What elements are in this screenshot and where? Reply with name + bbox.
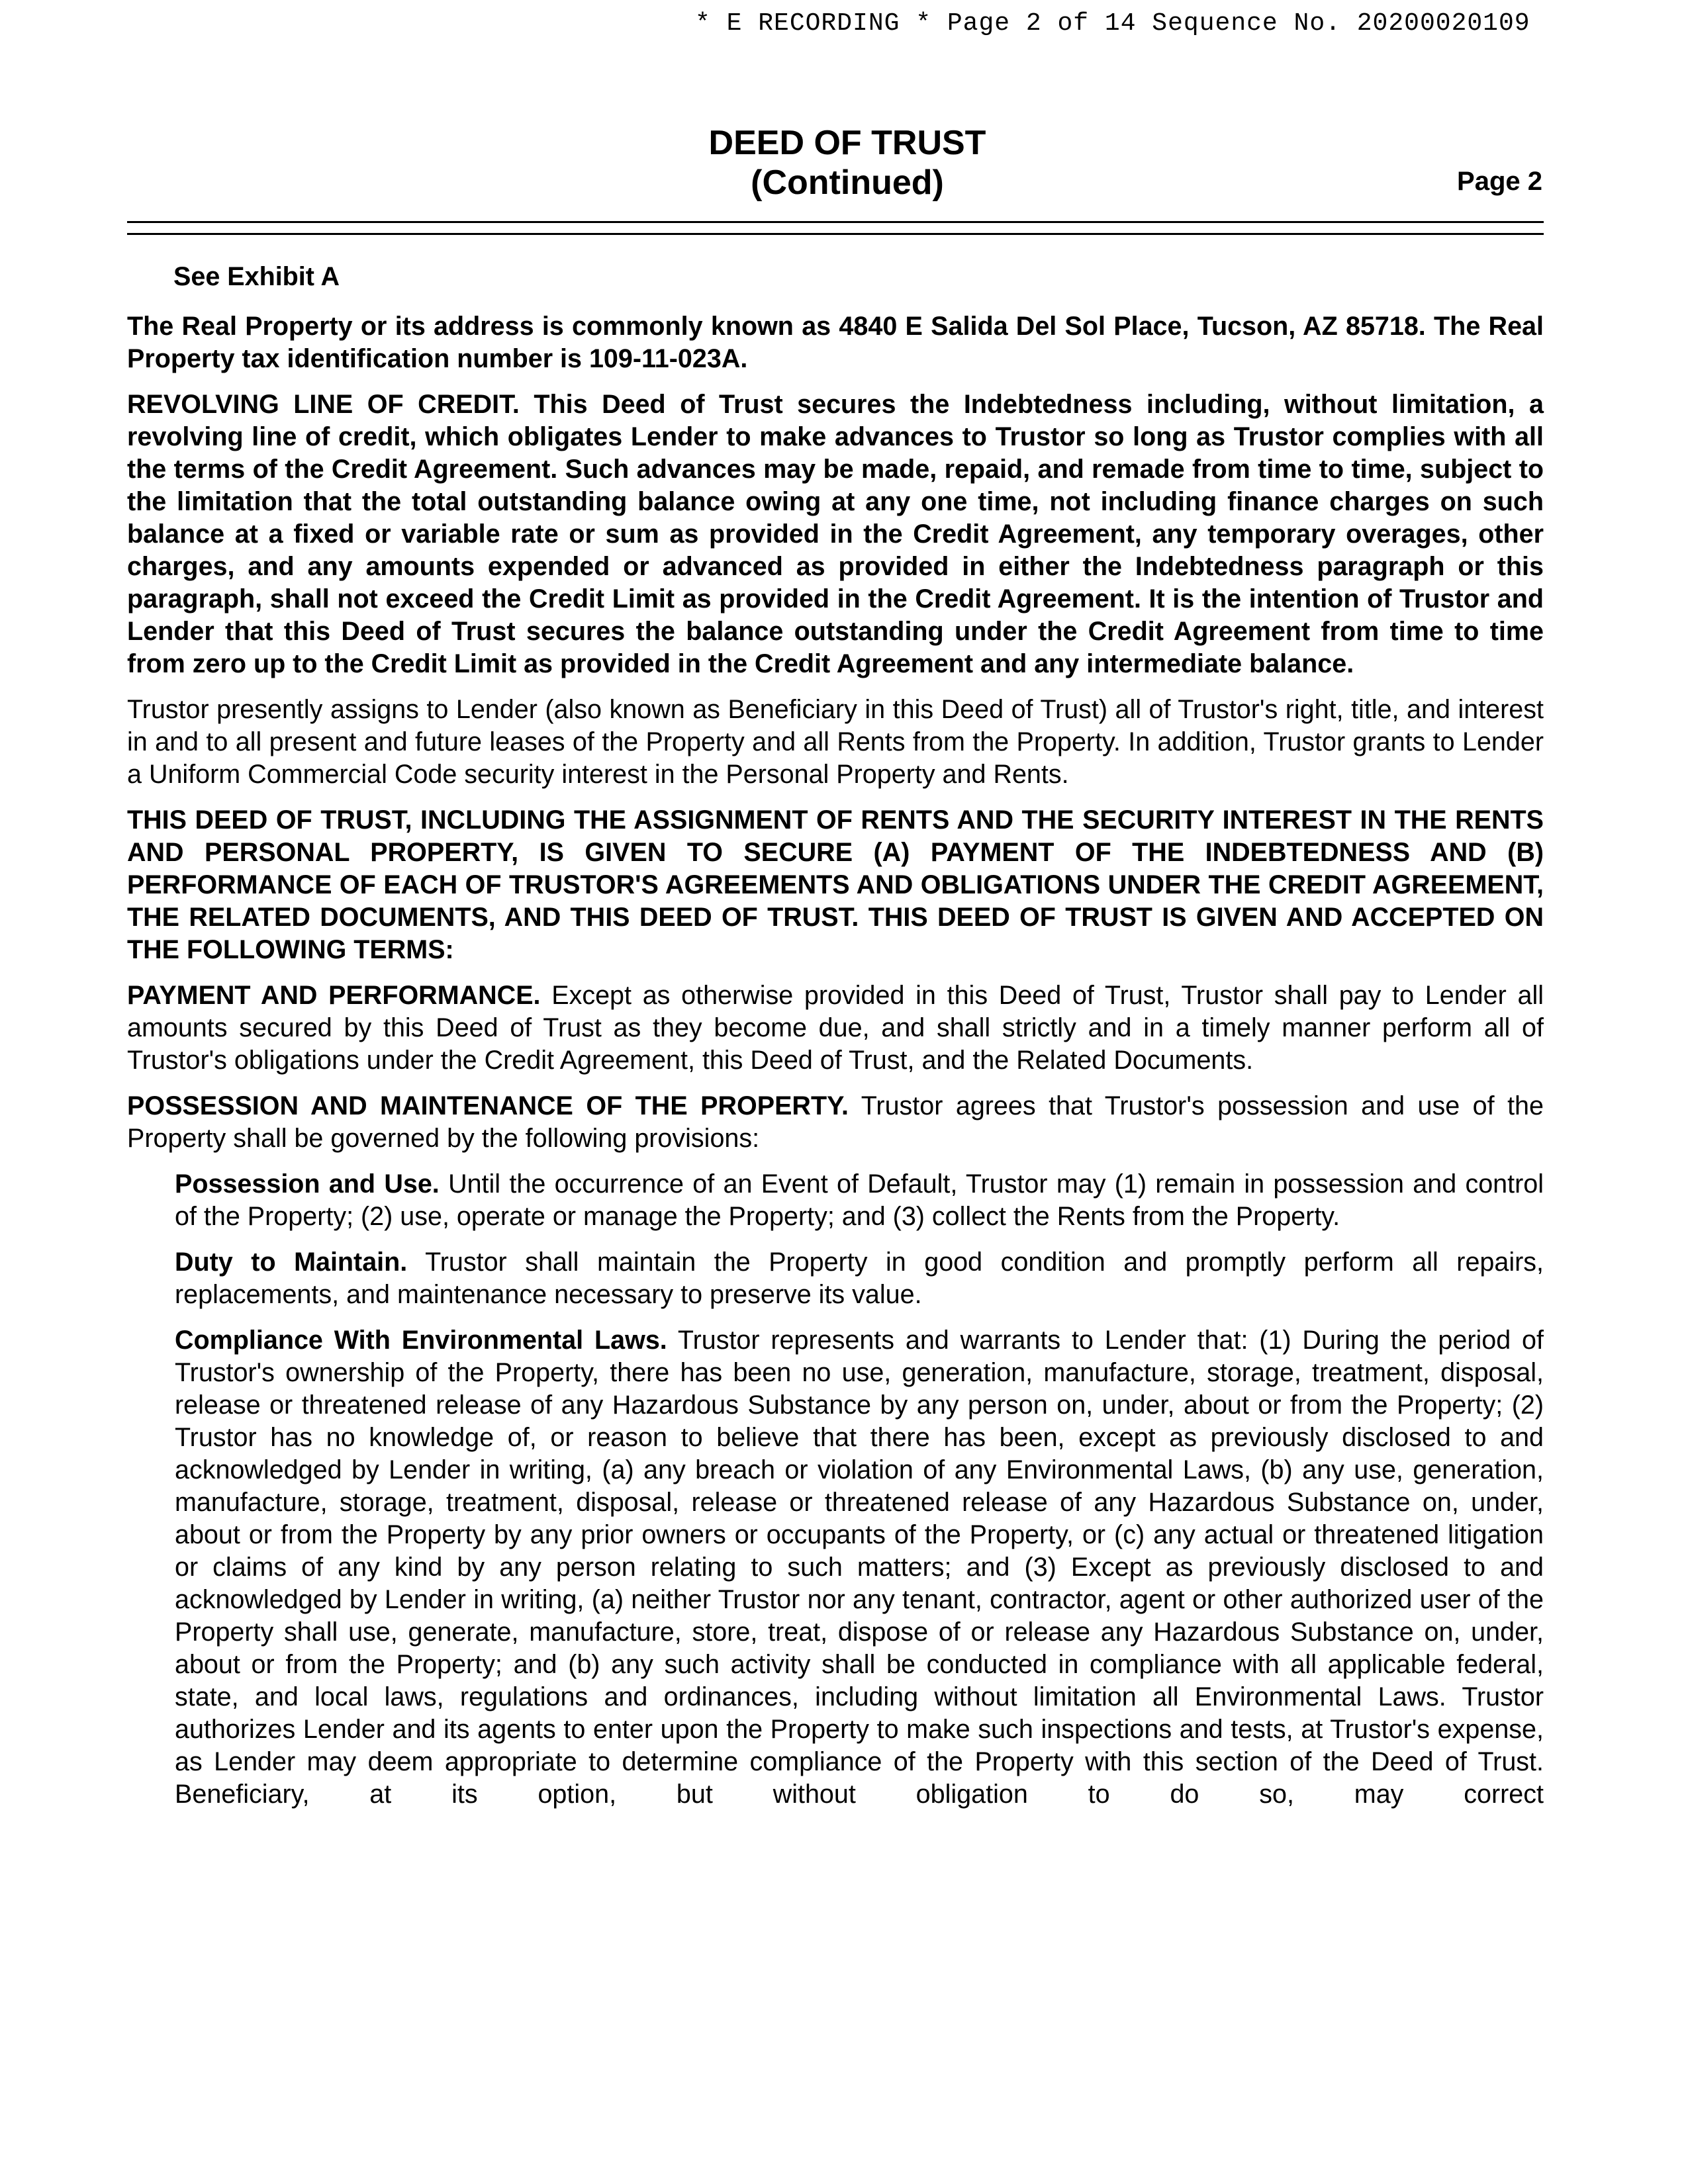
document-title: DEED OF TRUST [708, 124, 986, 162]
environmental-heading: Compliance With Environmental Laws. [175, 1326, 667, 1355]
possession-maintenance-paragraph [127, 1090, 1544, 1155]
payment-performance-paragraph [127, 979, 1544, 1077]
possession-use-heading: Possession and Use. [175, 1169, 440, 1199]
duty-maintain-text: Trustor shall maintain the Property in good condition and promptly perform all repairs, replacements, and maintenance necessary to preserve its value. [175, 1248, 1544, 1309]
possession-use-text: Until the occurrence of an Event of Default, Trustor may (1) remain in possession and control of the Property; (2) use, operate or manage the Property; and (3) collect the Rents from the Property. [175, 1169, 1544, 1231]
document-title-block [662, 123, 1033, 203]
assignment-paragraph: Trustor presently assigns to Lender (also known as Beneficiary in this Deed of Trust) all of Trustor's right, title, and interest in and to all present and future leases of the Property and all Rents from the Property. In addition, Trustor grants to Lender a Uniform Commercial Code security interest in the Personal Property and Rents. [127, 695, 1544, 789]
duty-maintain-heading: Duty to Maintain. [175, 1248, 408, 1277]
header-rule-bottom [127, 233, 1544, 235]
environmental-text: Trustor represents and warrants to Lender that: (1) During the period of Trustor's ownership of the Property, there has been no use, generation, manufacture, storage, treatment, disposal, release or threatened release of any Hazardous Substance by any person on, under, about or from the Property; (2) Trustor has no knowledge of, or reason to believe that there has been, except as previously disclosed to and acknowledged by Lender in writing, (a) any breach or violation of any Environmental Laws, (b) any use, generation, manufacture, storage, treatment, disposal, release or threatened release of any Hazardous Substance on, under, about or from the Property by any prior owners or occupants of the Property, or (c) any actual or threatened litigation or claims of any kind by any person relating to such matters; and (3) Except as previously disclosed to and acknowledged by Lender in writing, (a) neither Trustor nor any tenant, contractor, agent or other authorized user of the Property shall use, generate, manufacture, store, treat, dispose of or release any Hazardous Substance on, under, about or from the Property; and (b) any such activity shall be conducted in compliance with all applicable federal, state, and local laws, regulations and ordinances, including without limitation all Environmental Laws. Trustor authorizes Lender and its agents to enter upon the Property to make such inspections and tests, at Trustor's expense, as Lender may deem appropriate to determine compliance of the Property with this section of the Deed of Trust. Beneficiary, at its option, but without obligation to do so, may correct [175, 1326, 1544, 1809]
header-rule-top [127, 221, 1544, 223]
payment-text: Except as otherwise provided in this Deed of Trust, Trustor shall pay to Lender all amounts secured by this Deed of Trust as they become due, and shall strictly and in a timely manner perform all of Trustor's obligations under the Credit Agreement, this Deed of Trust, and the Related Documents. [127, 981, 1544, 1075]
page-number: Page 2 [1457, 167, 1542, 196]
recording-header: * E RECORDING * Page 2 of 14 Sequence No. 20200020109 [695, 9, 1530, 38]
possession-heading: POSSESSION AND MAINTENANCE OF THE PROPERTY. [127, 1091, 849, 1120]
possession-use-paragraph [175, 1168, 1544, 1233]
given-to-secure-paragraph: THIS DEED OF TRUST, INCLUDING THE ASSIGNMENT OF RENTS AND THE SECURITY INTEREST IN THE RENTS AND PERSONAL PROPERTY, IS GIVEN TO SECURE (A) PAYMENT OF THE INDEBTEDNESS AND (B) PERFORMANCE OF EACH OF TRUSTOR'S AGREEMENTS AND OBLIGATIONS UNDER THE CREDIT AGREEMENT, THE RELATED DOCUMENTS, AND THIS DEED OF TRUST. THIS DEED OF TRUST IS GIVEN AND ACCEPTED ON THE FOLLOWING TERMS: [127, 805, 1544, 964]
duty-maintain-paragraph [175, 1246, 1544, 1311]
exhibit-reference: See Exhibit A [173, 262, 340, 291]
payment-heading: PAYMENT AND PERFORMANCE. [127, 981, 541, 1010]
revolving-credit-paragraph: REVOLVING LINE OF CREDIT. This Deed of Trust secures the Indebtedness including, without limitation, a revolving line of credit, which obligates Lender to make advances to Trustor so long as Trustor complies with all the terms of the Credit Agreement. Such advances may be made, repaid, and remade from time to time, subject to the limitation that the total outstanding balance owing at any one time, not including finance charges on such balance at a fixed or variable rate or sum as provided in the Credit Agreement, any temporary overages, other charges, and any amounts expended or advanced as provided in either the Indebtedness paragraph or this paragraph, shall not exceed the Credit Limit as provided in the Credit Agreement. It is the intention of Trustor and Lender that this Deed of Trust secures the balance outstanding under the Credit Agreement from time to time from zero up to the Credit Limit as provided in the Credit Agreement and any intermediate balance. [127, 390, 1544, 678]
document-body [127, 261, 1544, 1824]
possession-text: Trustor agrees that Trustor's possession and use of the Property shall be governed by the following provisions: [127, 1091, 1544, 1153]
document-subtitle: (Continued) [751, 163, 944, 202]
environmental-compliance-paragraph [175, 1324, 1544, 1811]
property-address-paragraph: The Real Property or its address is commonly known as 4840 E Salida Del Sol Place, Tucson, AZ 85718. The Real Property tax identification number is 109-11-023A. [127, 312, 1544, 373]
